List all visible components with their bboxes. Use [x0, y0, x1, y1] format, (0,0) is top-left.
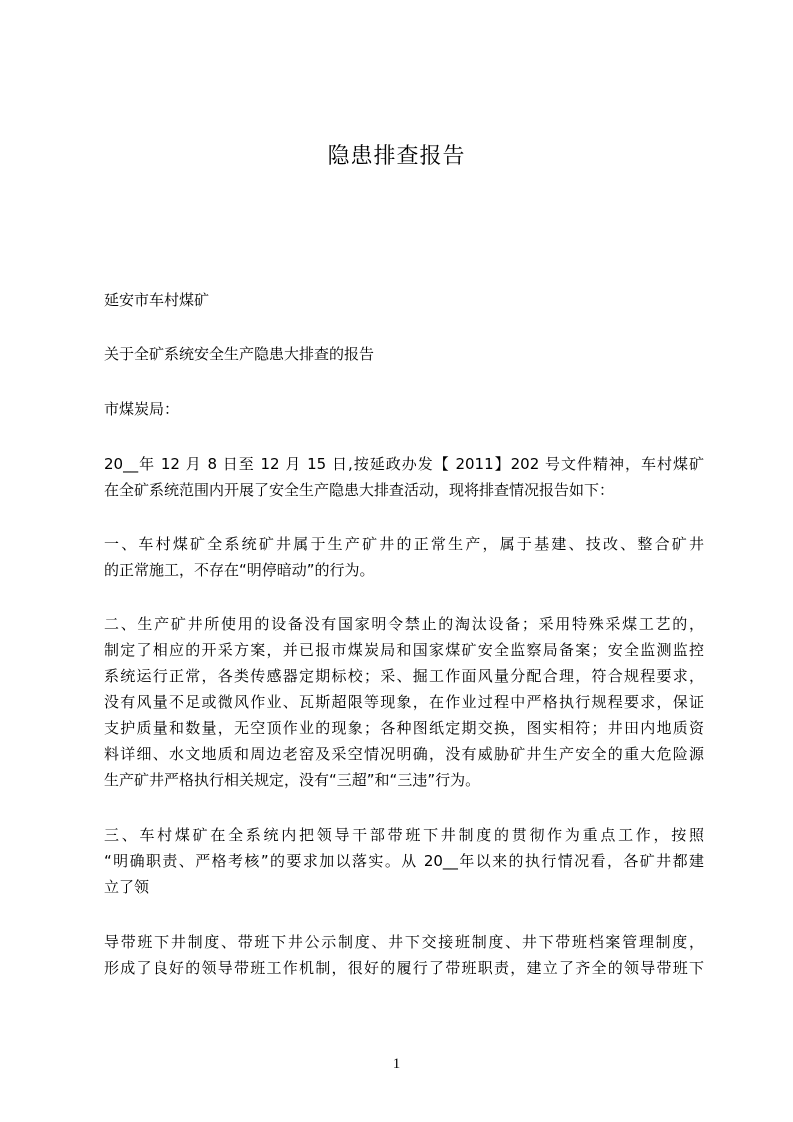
section-one-line-2: 的正常施工，不存在“明停暗动”的行为。	[104, 561, 375, 579]
intro-line-2: 在全矿系统范围内开展了安全生产隐患大排查活动，现将排查情况报告如下：	[104, 481, 615, 499]
section-two-line-6: 料详细、水文地质和周边老窑及采空情况明确，没有威胁矿井生产安全的重大危险源	[104, 745, 704, 763]
section-one-line-1: 一、车村煤矿全系统矿井属于生产矿井的正常生产，属于基建、技改、整合矿井	[104, 535, 704, 553]
document-title: 隐患排查报告	[327, 144, 466, 169]
intro-line-1: 20__年 12 月 8 日至 12 月 15 日,按延政办发【 2011】202 号文件精神，车村煤矿	[104, 455, 704, 473]
section-two-line-2: 制定了相应的开采方案，并已报市煤炭局和国家煤矿安全监察局备案；安全监测监控	[104, 641, 704, 659]
addressee-org-line: 延安市车村煤矿	[104, 291, 210, 309]
section-three-line-3: 立了领	[104, 878, 150, 896]
page-number: 1	[392, 1056, 401, 1072]
section-three-line-1: 三、车村煤矿在全系统内把领导干部带班下井制度的贯彻作为重点工作，按照	[104, 826, 704, 844]
report-subject-line: 关于全矿系统安全生产隐患大排查的报告	[104, 345, 375, 363]
section-three-line-2: “明确职责、严格考核”的要求加以落实。从 20__年以来的执行情况看，各矿井都建	[104, 852, 704, 870]
section-two-line-5: 支护质量和数量，无空顶作业的现象；各种图纸定期交换，图实相符；井田内地质资	[104, 719, 704, 737]
section-two-line-3: 系统运行正常，各类传感器定期标校；采、掘工作面风量分配合理，符合规程要求，	[104, 667, 704, 685]
section-two-line-4: 没有风量不足或微风作业、瓦斯超限等现象，在作业过程中严格执行规程要求，保证	[104, 693, 704, 711]
recipient-line: 市煤炭局：	[104, 400, 180, 418]
continued-paragraph-line-1: 导带班下井制度、带班下井公示制度、井下交接班制度、井下带班档案管理制度，	[104, 933, 704, 951]
continued-paragraph-line-2: 形成了良好的领导带班工作机制，很好的履行了带班职责，建立了齐全的领导带班下	[104, 959, 704, 977]
section-two-line-1: 二、生产矿井所使用的设备没有国家明令禁止的淘汰设备；采用特殊采煤工艺的，	[104, 615, 704, 633]
section-two-line-7: 生产矿井严格执行相关规定，没有“三超”和“三违”行为。	[104, 771, 481, 789]
